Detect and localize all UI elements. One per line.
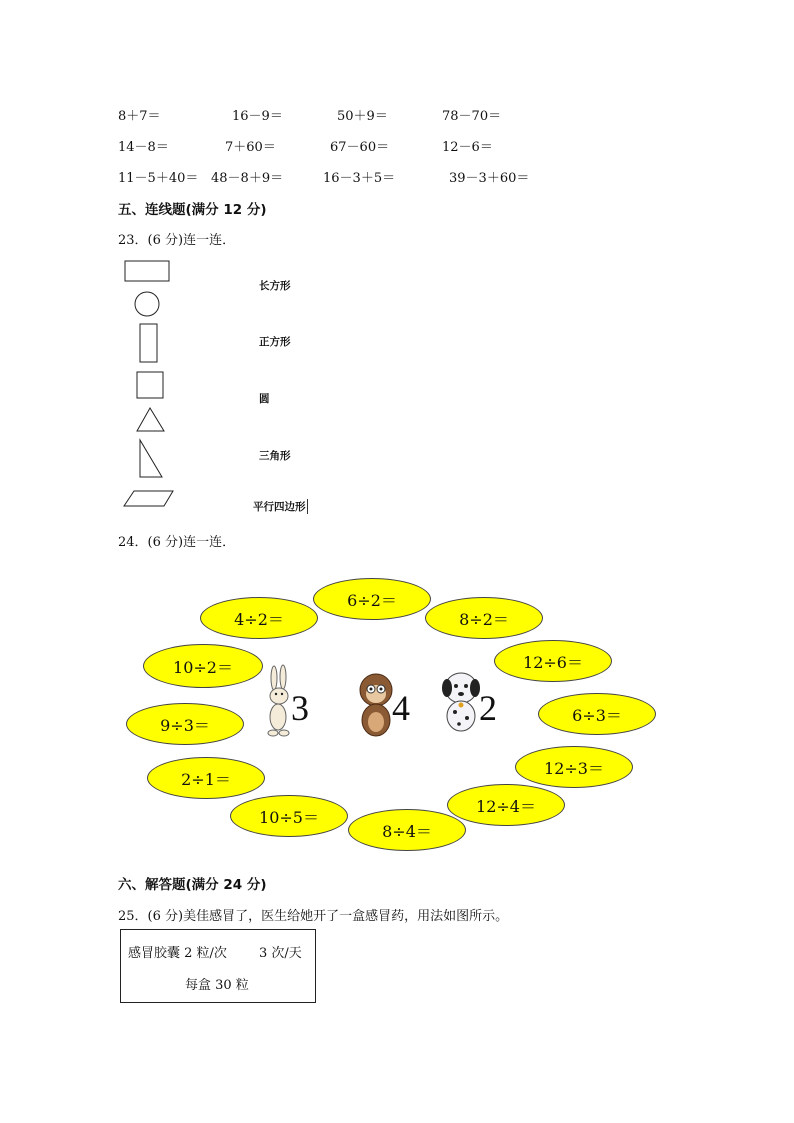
shape-label: 三角形 [259, 450, 291, 462]
triangle-shape [137, 408, 164, 431]
circle-shape [135, 292, 159, 316]
section-title: 六、解答题(满分 24 分) [118, 877, 267, 893]
question-25: 25．(6 分)美佳感冒了，医生给她开了一盒感冒药，用法如图所示。 [118, 909, 509, 924]
equation: 14－8＝ [118, 140, 169, 155]
division-ellipse: 10÷5＝ [230, 795, 348, 837]
equation: 7＋60＝ [225, 140, 276, 155]
equation: 50＋9＝ [337, 109, 388, 124]
division-ellipse: 12÷6＝ [494, 640, 612, 682]
equation: 16－9＝ [232, 109, 283, 124]
division-ellipse: 8÷2＝ [425, 597, 543, 639]
tall-rectangle-shape [140, 324, 157, 362]
equation: 16－3＋5＝ [323, 171, 396, 186]
equation: 67－60＝ [330, 140, 390, 155]
division-ellipse: 12÷3＝ [515, 746, 633, 788]
animal-number: 3 [291, 688, 309, 728]
division-ellipse: 12÷4＝ [447, 784, 565, 826]
animal-number: 4 [392, 688, 410, 728]
equation: 11－5＋40＝ [118, 171, 199, 186]
shapes-column [118, 256, 184, 516]
dog-icon [440, 668, 482, 734]
division-ellipse: 6÷3＝ [538, 693, 656, 735]
square-shape [137, 372, 163, 398]
equation: 39－3＋60＝ [449, 171, 530, 186]
box-count-text: 每盒 30 粒 [185, 978, 249, 993]
division-ellipse: 9÷3＝ [126, 703, 244, 745]
medicine-info-box [120, 929, 316, 1003]
question-23: 23．(6 分)连一连． [118, 233, 236, 248]
rabbit-icon [264, 664, 294, 738]
right-triangle-shape [140, 440, 162, 477]
division-ellipse: 6÷2＝ [313, 578, 431, 620]
division-ellipse: 8÷4＝ [348, 809, 466, 851]
shape-label: 圆 [259, 393, 270, 405]
equation: 8＋7＝ [118, 109, 161, 124]
shape-label: 正方形 [259, 336, 291, 348]
division-ellipse: 2÷1＝ [147, 757, 265, 799]
division-ellipse: 10÷2＝ [143, 644, 263, 688]
question-24: 24．(6 分)连一连． [118, 535, 236, 550]
division-ellipse: 4÷2＝ [200, 597, 318, 639]
section-title: 五、连线题(满分 12 分) [118, 202, 267, 218]
frequency-text: 3 次/天 [259, 946, 302, 961]
equation: 12－6＝ [442, 140, 493, 155]
rectangle-shape [125, 261, 169, 281]
shape-label: 长方形 [259, 280, 291, 292]
equation: 48－8＋9＝ [211, 171, 284, 186]
equation: 78－70＝ [442, 109, 502, 124]
shape-label: 平行四边形 [253, 501, 306, 513]
parallelogram-shape [124, 491, 173, 506]
dosage-text: 感冒胶囊 2 粒/次 [128, 946, 227, 961]
animal-number: 2 [479, 688, 497, 728]
